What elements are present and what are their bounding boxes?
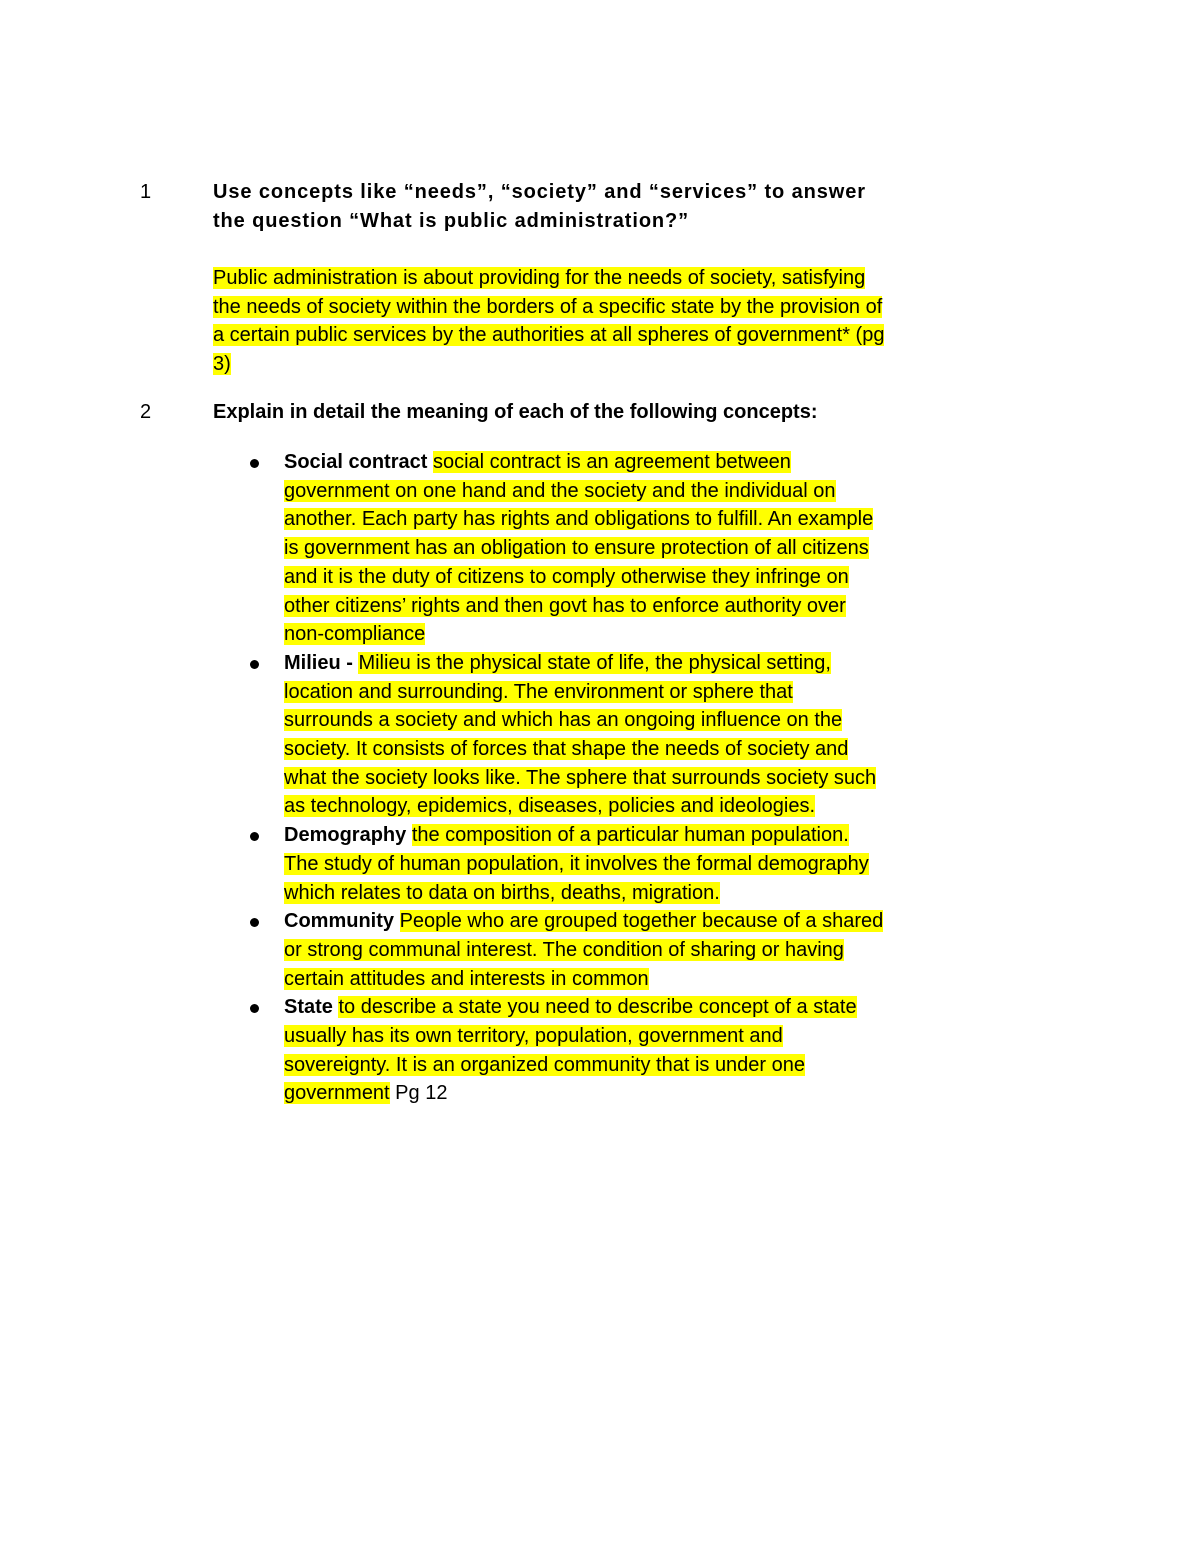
- concept-definition: to describe a state you need to describe concept of a state usually has its own territory, population, government and sovereignty. It is an organized community that is under one government: [284, 996, 857, 1105]
- page-reference: Pg 12: [389, 1082, 448, 1105]
- concept-term: Milieu -: [284, 651, 353, 674]
- question-1-number: 1: [140, 181, 152, 203]
- concept-definition: social contract is an agreement between government on one hand and the society and the individual on another. Each party has rights and obligations to fulfill. An example is government has an obligation to ensure protection of all citizens and it is the duty of citizens to comply otherwise they infringe on other citizens’ rights and then govt has to enforce authority over non-compliance: [284, 451, 874, 646]
- question-2-text: Explain in detail the meaning of each of the following concepts:: [213, 401, 818, 423]
- bullet-icon: [250, 918, 259, 927]
- question-1-text: Use concepts like “needs”, “society” and “services” to answer the question “What is public administration?”: [213, 181, 866, 232]
- list-item: [0, 993, 884, 1108]
- bullet-icon: [250, 1004, 259, 1013]
- list-item: [0, 907, 884, 993]
- concept-term: Community: [284, 910, 394, 933]
- list-item: [0, 448, 884, 649]
- concept-definition: People who are grouped together because of a shared or strong communal interest. The condition of sharing or having certain attitudes and interests in common: [284, 910, 884, 990]
- question-1-answer-text: Public administration is about providing for the needs of society, satisfying the needs of society within the borders of a specific state by the provision of a certain public services by the authorities at all spheres of government* (pg 3): [213, 267, 885, 376]
- concept-term: Demography: [284, 824, 407, 847]
- concept-term: State: [284, 996, 333, 1019]
- concept-definition: Milieu is the physical state of life, the physical setting, location and surrounding. The environment or sphere that surrounds a society and which has an ongoing influence on the society. It consists of forces that shape the needs of society and what the society looks like. The sphere that surrounds society such as technology, epidemics, diseases, policies and ideologies.: [284, 651, 877, 818]
- concepts-list: [0, 448, 900, 1108]
- bullet-icon: [250, 660, 259, 669]
- concept-definition: the composition of a particular human population. The study of human population, it involves the formal demography which relates to data on births, deaths, migration.: [284, 824, 869, 904]
- question-1-answer: [213, 264, 893, 379]
- list-item: [0, 821, 884, 907]
- bullet-icon: [250, 459, 259, 468]
- bullet-icon: [250, 832, 259, 841]
- question-2-number: 2: [140, 401, 152, 423]
- list-item: [0, 649, 884, 821]
- concept-term: Social contract: [284, 451, 428, 473]
